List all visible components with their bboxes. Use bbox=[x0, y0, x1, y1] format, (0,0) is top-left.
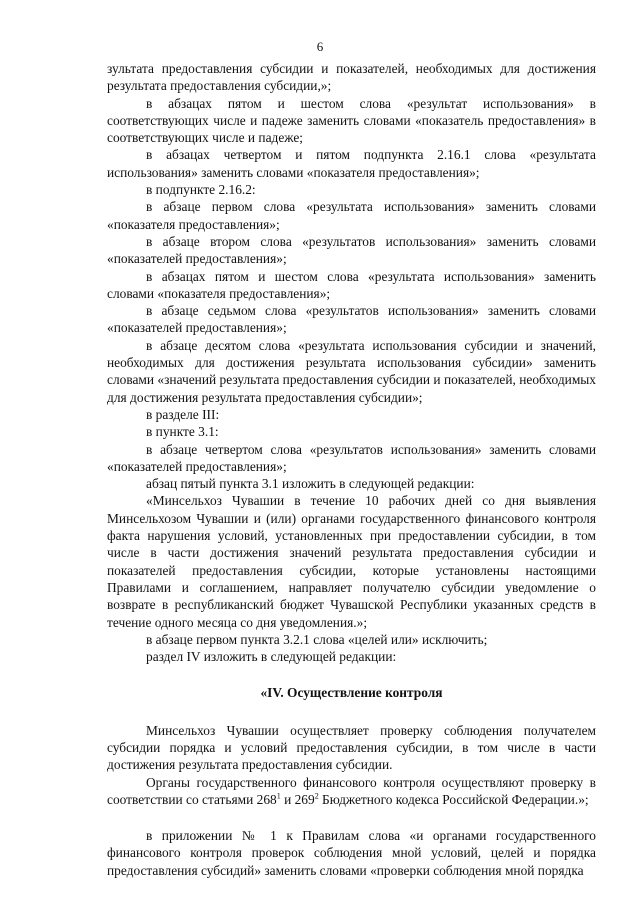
paragraph: в пункте 3.1: bbox=[146, 424, 219, 440]
organs-text-1: Органы государственного финансового контроля осуществляют проверку в соответствии со статьями 268 bbox=[107, 774, 596, 807]
paragraph: зультата предоставления субсидии и показателей, необходимых для достижения результата предоставления субсидии,»; bbox=[107, 61, 596, 94]
paragraph: в абзаце первом слова «результата использования» заменить словами «показателя предоставления»; bbox=[107, 199, 596, 232]
control-paragraph: Минсельхоз Чувашии осуществляет проверку соблюдения получателем субсидии порядка и условий предоставления субсидии, в том числе в части достижения результата предоставления субсидии. bbox=[107, 722, 596, 773]
paragraph: в абзацах четвертом и пятом подпункта 2.16.1 слова «результата использования» заменить словами «показателя предоставления»; bbox=[107, 147, 596, 180]
organs-text-2: и 269 bbox=[280, 791, 315, 807]
section-heading: «IV. Осуществление контроля bbox=[260, 685, 443, 701]
paragraph: в разделе III: bbox=[146, 406, 220, 422]
organs-paragraph bbox=[107, 774, 596, 809]
document-body bbox=[107, 60, 596, 879]
paragraph: раздел IV изложить в следующей редакции: bbox=[146, 649, 397, 665]
spacer bbox=[107, 808, 596, 827]
paragraph: абзац пятый пункта 3.1 изложить в следующей редакции: bbox=[146, 476, 475, 492]
paragraph: в абзаце десятом слова «результата использования субсидии и значений, необходимых для достижения результата использования субсидии» заменить словами «значений результата предоставления субсидии и показателей, необходимых для достижения результата предоставления субсидии»; bbox=[107, 337, 596, 405]
paragraph: в абзацах пятом и шестом слова «результат использования» в соответствующих числе и падеже заменить словами «показатель предоставления» в соответствующих числе и падеже; bbox=[107, 95, 596, 146]
page-number: 6 bbox=[316, 39, 324, 54]
last-paragraph: в приложении № 1 к Правилам слова «и органами государственного финансового контроля проверок соблюдения мной условий, целей и порядка предоставления субсидий» заменить словами «проверки соблюдения мной порядка bbox=[107, 828, 596, 878]
paragraph: в подпункте 2.16.2: bbox=[146, 182, 256, 198]
paragraph: в абзаце четвертом слова «результатов использования» заменить словами «показателей предоставления»; bbox=[107, 441, 596, 474]
paragraph: в абзаце втором слова «результатов использования» заменить словами «показателей предоставления»; bbox=[107, 233, 596, 267]
footnote-superscript: 1 bbox=[276, 791, 281, 801]
footnote-superscript: 2 bbox=[314, 791, 319, 801]
organs-text-3: Бюджетного кодекса Российской Федерации.»; bbox=[318, 791, 589, 807]
amendments-list bbox=[107, 60, 596, 665]
paragraph: «Минсельхоз Чувашии в течение 10 рабочих дней со дня выявления Минсельхозом Чувашии и (или) органами государственного финансового контроля факта нарушения условий, установленных при предоставлении субсидии, в том числе в части достижения значений результата предоставления субсидии и показателей предоставления субсидии, которые установлены настоящими Правилами и соглашением, направляет получателю субсидии уведомление о возврате в республиканский бюджет Чувашской Республики указанных средств в течение одного месяца со дня уведомления.»; bbox=[107, 493, 596, 630]
paragraph: в абзацах пятом и шестом слова «результата использования» заменить словами «показателя предоставления»; bbox=[107, 268, 596, 301]
paragraph: в абзаце седьмом слова «результатов использования» заменить словами «показателей предоставления»; bbox=[107, 303, 596, 336]
paragraph: в абзаце первом пункта 3.2.1 слова «целей или» исключить; bbox=[146, 631, 488, 647]
